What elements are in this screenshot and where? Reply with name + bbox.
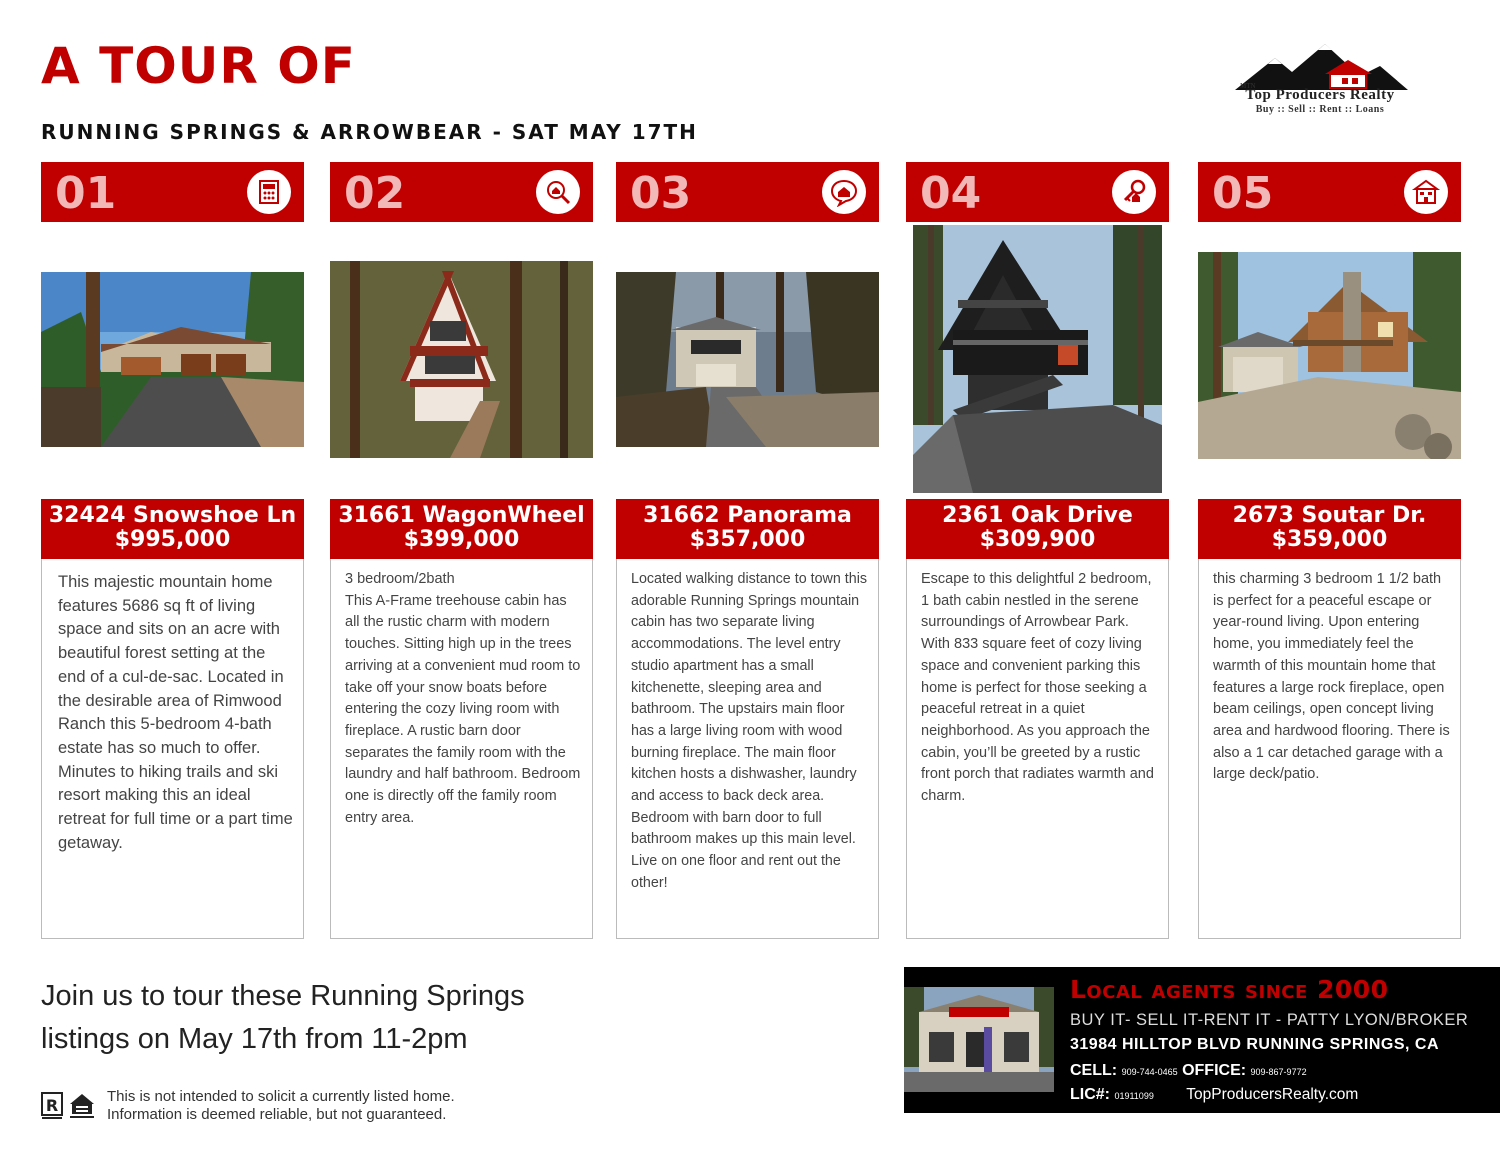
listing-address-bar <box>1198 499 1461 559</box>
page-title: A TOUR OF <box>41 37 356 95</box>
listing-address: 31661 WagonWheel <box>338 503 585 528</box>
listing-number: 02 <box>344 168 406 219</box>
company-logo <box>1225 40 1415 125</box>
tour-invitation-line: listings on May 17th from 11-2pm <box>41 1023 468 1055</box>
listing-beds-baths: 3 bedroom/2bath <box>345 571 455 587</box>
broker-tagline: BUY IT- SELL IT-RENT IT - PATTY LYON/BROKER <box>1070 1011 1469 1029</box>
house-search-icon <box>536 170 580 214</box>
listing-description: Located walking distance to town this adorable Running Springs mountain cabin has two separate living accommodations. The level entry studio apartment has a small kitchenette, sleeping area and bathroom. The upstairs main floor has a large living room with wood burning fireplace. The main floor kitchen hosts a dishwasher, laundry and access to back deck area. Bedroom with barn door to full bathroom makes up this main level. Live on one floor and rent out the other! <box>616 559 879 939</box>
listing-description: This majestic mountain home features 5686 sq ft of living space and sits on an acre with beautiful forest setting at the end of a cul-de-sac. Located in the desirable area of Rimwood Ranch this 5-bedroom 4-bath estate has so much to offer. Minutes to hiking trails and ski resort making this an ideal retreat for full time or a part time getaway. <box>41 559 304 939</box>
listing-description <box>330 559 593 939</box>
listing-price: $309,900 <box>979 527 1096 552</box>
website-link[interactable]: TopProducersRealty.com <box>1186 1086 1359 1103</box>
office-label: OFFICE: <box>1182 1062 1247 1079</box>
listing-photo <box>616 272 879 447</box>
listing-number-bar <box>41 162 304 222</box>
equal-housing-icon <box>68 1092 96 1120</box>
listing-address-bar <box>616 499 879 559</box>
listing-number-bar <box>1198 162 1461 222</box>
agent-info-box <box>904 967 1500 1113</box>
logo-tagline: Buy :: Sell :: Rent :: Loans <box>1255 104 1385 115</box>
listing-photo <box>330 261 593 458</box>
tour-invitation-line: Join us to tour these Running Springs <box>41 980 525 1012</box>
listing-number: 03 <box>630 168 692 219</box>
apartment-building-icon <box>1404 170 1448 214</box>
svg-text:R: R <box>45 1096 59 1115</box>
house-key-icon <box>1112 170 1156 214</box>
disclaimer-line: This is not intended to solicit a currently listed home. <box>107 1088 455 1105</box>
listing-photo <box>41 272 304 447</box>
listing-price: $399,000 <box>403 527 520 552</box>
calculator-house-icon <box>247 170 291 214</box>
logo-name: Top Producers Realty <box>1245 87 1395 103</box>
listing-number: 01 <box>55 168 117 219</box>
listing-card <box>616 162 879 891</box>
listing-number-bar <box>616 162 879 222</box>
agents-heading: Local agents since 2000 <box>1070 975 1389 1004</box>
listing-description-text: This A-Frame treehouse cabin has all the rustic charm with modern touches. Sitting high up in the trees arriving at a convenient mud room to take off your snow boats before entering the cozy living room with fireplace. A rustic barn door separates the family room with the laundry and half bathroom. Bedroom one is directly off the family room entry area. <box>345 592 581 826</box>
listing-card <box>906 162 1169 805</box>
listing-card <box>330 162 593 826</box>
listing-address: 32424 Snowshoe Ln <box>48 503 297 528</box>
listing-photo <box>1198 252 1461 459</box>
disclaimer-line: Information is deemed reliable, but not guaranteed. <box>107 1106 447 1123</box>
realtor-icon <box>41 1092 63 1120</box>
cell-number[interactable]: 909-744-0465 <box>1121 1067 1178 1077</box>
listing-address-bar <box>330 499 593 559</box>
lic-label: LIC#: <box>1070 1086 1110 1103</box>
tour-invitation <box>41 975 525 1061</box>
listing-address: 2361 Oak Drive <box>942 503 1133 528</box>
page-subtitle: RUNNING SPRINGS & ARROWBEAR - SAT MAY 17TH <box>41 120 698 144</box>
listing-description: Escape to this delightful 2 bedroom, 1 bath cabin nestled in the serene surroundings of Arrowbear Park. With 833 square feet of cozy living space and convenient parking this home is perfect for those seeking a peaceful retreat in a quiet neighborhood. As you approach the cabin, you’ll be greeted by a rustic front porch that radiates warmth and charm. <box>906 559 1169 939</box>
logo-prefix: MTN <box>1240 82 1256 90</box>
listing-number: 04 <box>920 168 982 219</box>
listing-address: 31662 Panorama <box>643 503 852 528</box>
office-photo <box>904 987 1054 1092</box>
listing-number: 05 <box>1212 168 1274 219</box>
listing-number-bar <box>330 162 593 222</box>
listing-price: $995,000 <box>114 527 231 552</box>
compliance-logos <box>41 1092 96 1120</box>
listing-address-bar <box>41 499 304 559</box>
listing-card <box>1198 162 1461 783</box>
listing-price: $357,000 <box>689 527 806 552</box>
office-number[interactable]: 909-867-9772 <box>1250 1067 1307 1077</box>
office-address: 31984 HILLTOP BLVD RUNNING SPRINGS, CA <box>1070 1036 1439 1053</box>
listing-address: 2673 Soutar Dr. <box>1232 503 1427 528</box>
listing-address-bar <box>906 499 1169 559</box>
lic-number: 01911099 <box>1114 1091 1154 1101</box>
house-chat-icon <box>822 170 866 214</box>
license-line <box>1070 1086 1358 1104</box>
disclaimer <box>107 1088 455 1124</box>
listing-price: $359,000 <box>1271 527 1388 552</box>
cell-label: CELL: <box>1070 1062 1118 1079</box>
listing-card <box>41 162 304 852</box>
listing-photo <box>913 225 1162 493</box>
listing-description: this charming 3 bedroom 1 1/2 bath is perfect for a peaceful escape or year-round living. Upon entering home, you immediately feel the warmth of this mountain home that features a large rock fireplace, open beam ceilings, open concept living area and hardwood flooring. There is also a 1 car detached garage with a large deck/patio. <box>1198 559 1461 939</box>
listing-number-bar <box>906 162 1169 222</box>
phone-line <box>1070 1062 1307 1080</box>
